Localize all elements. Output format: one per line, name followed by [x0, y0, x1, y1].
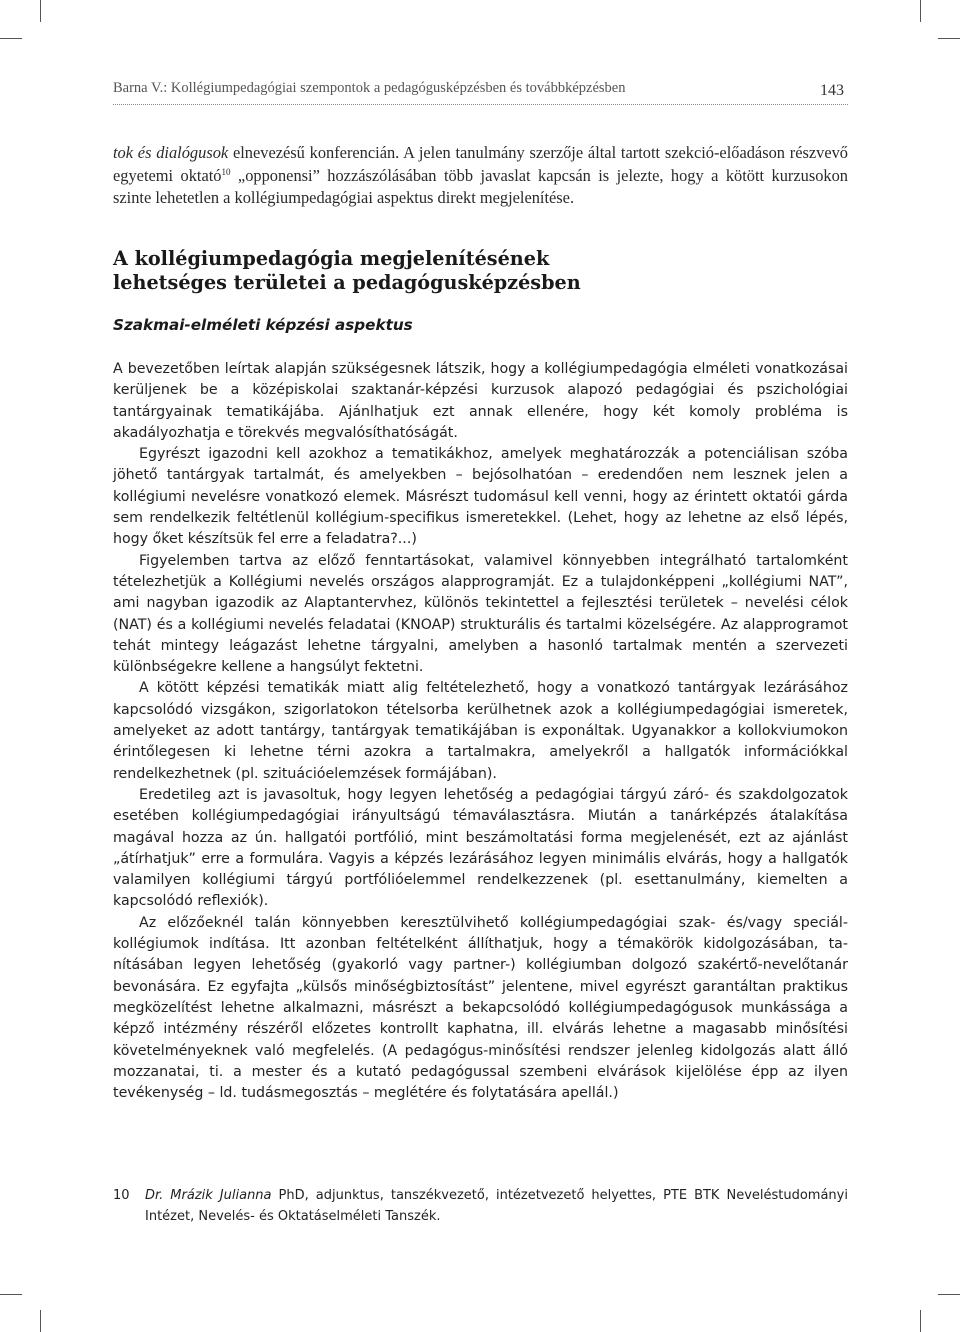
section-heading — [113, 247, 848, 295]
crop-mark — [40, 1310, 41, 1332]
footnote-number: 10 — [113, 1188, 130, 1203]
paragraph: Az előzőeknél talán könnyebben keresztülvihető kollégiumpedagógiai szak- és/vagy speciálkollégiumok indítása. Itt azonban feltételként állíthatjuk, hogy a témakörök kidolgozásában, tanításában legyen lehetőség (gyakorló vagy partner-) kollégiumban dolgozó szakértő-nevelőtanár bevonására. Ez egyfajta „külsős minőségbiztosítást” jelentene, mivel egyrészt garantáltan praktikus megközelítést lehetne alkalmazni, másrészt a bekapcsolódó kollégiumpedagógusok munkássága a képző intézmény részéről előzetes kontrollt kaphatna, ill. elvárás lehetne a magasabb minősítési követelményeknek való megfelelés. (A pedagógus-minősítési rendszer jelenleg kidolgozás alatt álló mozzanatai, ti. a mester és a kutató pedagógussal szembeni elvárások kijelölése épp az ilyen tevékenység – ld. tudásmegosztás – meglétére és folytatására apellál.) — [113, 914, 848, 1102]
footnote-italic-name: Dr. Mrázik Julianna — [145, 1188, 272, 1203]
header-rule — [113, 104, 848, 105]
crop-mark — [938, 38, 960, 39]
paragraph: Egyrészt igazodni kell azokhoz a tematikákhoz, amelyek meghatározzák a potenciálisan szóba jöhető tantárgyak tartalmát, és amelyekben – bejósolhatóan – eredendően nem lesznek jelen a kollégiumi nevelésre vonatkozó elemek. Másrészt tudomásul kell venni, hogy az érintett oktatói gárda sem rendelkezik feltétlenül kollégium-specifikus ismeretekkel. (Lehet, hogy az lehetne az első lépés, hogy őket készítsük fel erre a feladatra?...) — [113, 446, 848, 548]
crop-mark — [40, 0, 41, 22]
crop-mark — [938, 1294, 960, 1295]
crop-mark — [920, 0, 921, 22]
intro-paragraph — [113, 142, 848, 210]
footnote-body: PhD, adjunktus, tanszékvezető, intézetvezető helyettes, PTE BTK Neveléstudományi Intézet, Nevelés- és Oktatáselméleti Tanszék. — [145, 1188, 848, 1224]
section-heading-line-2: lehetséges területei a pedagógusképzésben — [113, 271, 581, 294]
intro-text-2: „opponensi” hozzászólásában több javaslat kapcsán is jelezte, hogy a kötött kurzusokon szinte lehetetlen a kollégiumpedagógiai aspektus direkt megjelenítése. — [113, 165, 849, 207]
intro-italic-lead: tok és dialógusok — [113, 143, 229, 162]
paragraph: Figyelemben tartva az előző fenntartásokat, valamivel könnyebben integrálható tartalomként tételezhetjük a Kollégiumi nevelés országos alapprogramját. Ez a tulajdonképpeni „kollégiumi NAT”, ami nagyban igazodik az Alaptantervhez, különös tekintettel a fejlesztési területek – nevelési célok (NAT) és a kollégiumi nevelés feladatai (KNOAP) strukturális és tartalmi közelségére. Az alapprogramot tehát mintegy leágazást lehetne tárgyalni, amelyben a hasonló tartalmak mentén a szervezeti különbségekre kellene a hangsúlyt fektetni. — [113, 552, 848, 676]
crop-mark — [0, 38, 22, 39]
paragraph: Eredetileg azt is javasoltuk, hogy legyen lehetőség a pedagógiai tárgyú záró- és szakdolgozatok esetében kollégiumpedagógiai irányultságú témaválasztásra. Miután a tanárképzés átalakítása magával hozza az ún. hallgatói portfólió, mint beszámoltatási forma megjelenését, ezt az ajánlást „átírhatjuk” erre a formulára. Vagyis a képzés lezárásához legyen minimális elvárás, hogy a hallgatók valamilyen kollégiumi tárgyú portfólióelemmel rendelkezzenek (pl. esettanulmány, kiemelten a kapcsolódó reflexiók). — [113, 786, 848, 910]
running-header — [113, 80, 848, 104]
footnote-reference: 10 — [221, 166, 231, 177]
crop-mark — [920, 1310, 921, 1332]
body-text — [113, 359, 848, 1104]
footnote-text — [145, 1185, 848, 1227]
paragraph: A kötött képzési tematikák miatt alig feltételezhető, hogy a vonatkozó tantárgyak lezárásához kapcsolódó vizsgákon, szigorlatokon tételsorba kerülhetnek azok a kollégiumpedagógiai ismeretek, amelyeket az adott tantárgy, tantárgyak tematikájában is exponáltak. Ugyanakkor a kollokviumokon érintőlegesen ki lehetne térni azokra a tartalmakra, amelyekről a hallgatók információkkal rendelkezhetnek (pl. szituációelemzések formájában). — [113, 680, 848, 782]
page-number: 143 — [820, 82, 844, 99]
running-title: Barna V.: Kollégiumpedagógiai szempontok a pedagógusképzésben és továbbképzésben — [113, 80, 626, 96]
footnote — [113, 1185, 848, 1227]
section-heading-line-1: A kollégiumpedagógia megjelenítésének — [113, 247, 550, 270]
intro-text-1: elnevezésű konferencián. A jelen tanulmány szerzője által tartott szekció-előadáson részvevő egyetemi oktató — [113, 143, 848, 185]
paragraph: A bevezetőben leírtak alapján szükségesnek látszik, hogy a kollégiumpedagógia elméleti vonatkozásai kerüljenek be a középiskolai szaktanár-képzési kurzusok alapozó pedagógiai és pszichológiai tantárgyainak tematikájába. Ajánlhatjuk ezt annak ellenére, hogy két komoly probléma is akadályozhatja e törekvés megvalósíthatóságát. — [113, 361, 848, 441]
subsection-heading: Szakmai-elméleti képzési aspektus — [113, 316, 413, 334]
crop-mark — [0, 1294, 22, 1295]
